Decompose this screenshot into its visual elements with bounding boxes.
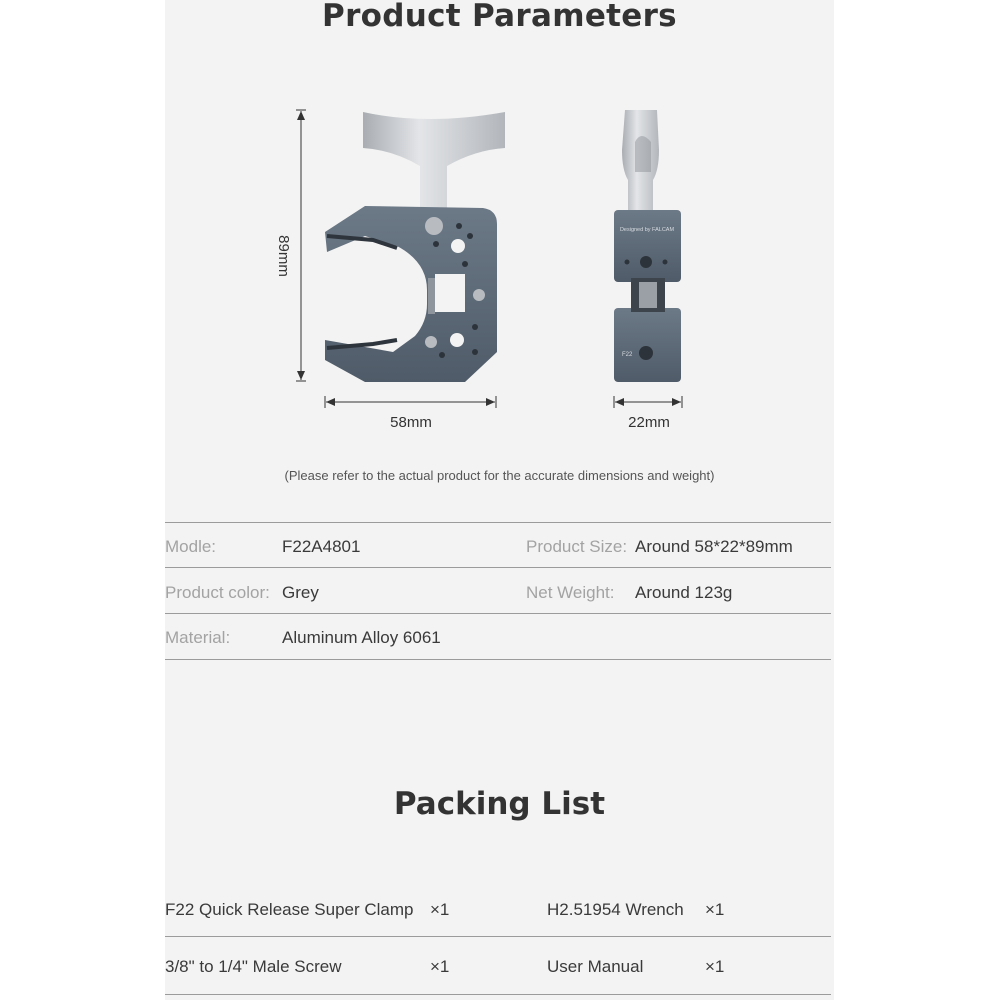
- section-title-parameters: Product Parameters: [322, 0, 677, 34]
- dimension-note: (Please refer to the actual product for the accurate dimensions and weight): [284, 468, 715, 483]
- clamp-side-view: [614, 110, 681, 382]
- side-mark: F22: [622, 352, 633, 358]
- content-panel: [165, 0, 834, 1000]
- spec-divider: [165, 522, 831, 523]
- spec-divider: [165, 659, 831, 660]
- size-label: Product Size:: [526, 537, 628, 556]
- material-label: Material:: [165, 628, 231, 647]
- width-label: 58mm: [390, 414, 432, 431]
- section-title-packing: Packing List: [393, 786, 606, 822]
- color-label: Product color:: [165, 583, 270, 602]
- packing-divider: [165, 994, 831, 995]
- depth-label: 22mm: [628, 414, 670, 431]
- packing-item-name: F22 Quick Release Super Clamp: [165, 900, 414, 919]
- material-value: Aluminum Alloy 6061: [282, 628, 441, 647]
- size-value: Around 58*22*89mm: [635, 537, 793, 556]
- color-value: Grey: [282, 583, 319, 602]
- packing-divider: [165, 936, 831, 937]
- packing-item-qty: ×1: [430, 900, 450, 919]
- spec-divider: [165, 567, 831, 568]
- product-figure: [165, 0, 834, 460]
- spec-divider: [165, 613, 831, 614]
- height-label: 89mm: [275, 235, 292, 277]
- packing-item-qty: ×1: [430, 957, 450, 976]
- width-dimension: [325, 396, 496, 431]
- weight-label: Net Weight:: [526, 583, 615, 602]
- model-value: F22A4801: [282, 537, 361, 556]
- packing-item-name: 3/8" to 1/4" Male Screw: [165, 957, 342, 976]
- weight-value: Around 123g: [635, 583, 733, 602]
- side-engraving: Designed by FALCAM: [619, 227, 675, 233]
- packing-item-name: User Manual: [547, 957, 644, 976]
- packing-item-qty: ×1: [705, 957, 725, 976]
- height-dimension: [275, 110, 306, 381]
- packing-item-name: H2.51954 Wrench: [547, 900, 684, 919]
- model-label: Modle:: [165, 537, 217, 556]
- packing-item-qty: ×1: [705, 900, 725, 919]
- depth-dimension: [614, 396, 682, 431]
- clamp-front-view: [325, 112, 505, 382]
